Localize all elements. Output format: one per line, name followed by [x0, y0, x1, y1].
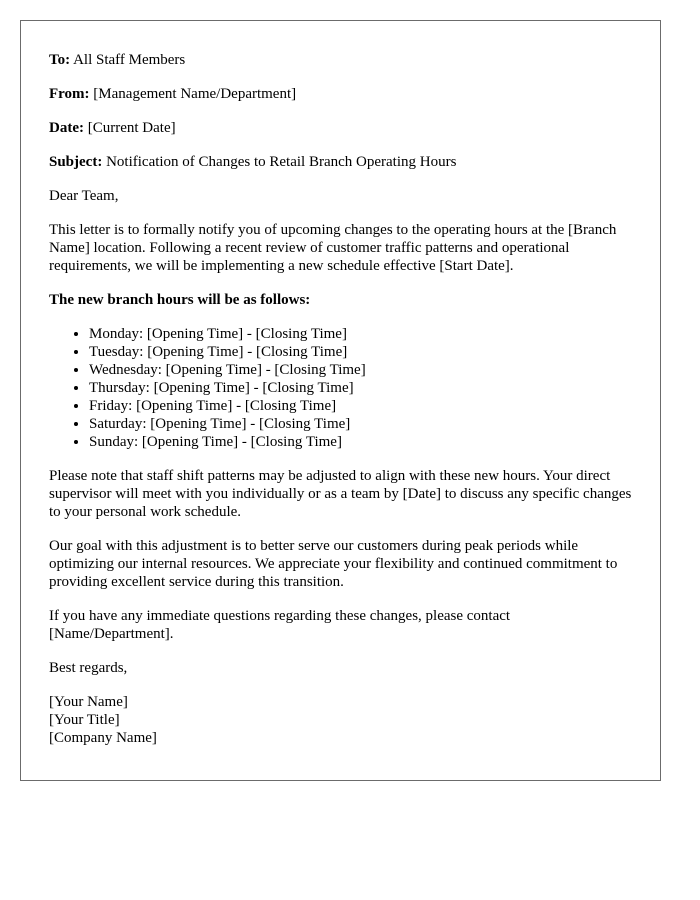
questions-paragraph: If you have any immediate questions regarding these changes, please contact [Name/Department].	[49, 608, 511, 642]
letter-page	[20, 20, 661, 781]
hours-item-monday: • Monday: [Opening Time] - [Closing Time]	[89, 325, 632, 343]
date-label: Date:	[49, 120, 84, 136]
subject-value: Notification of Changes to Retail Branch Operating Hours	[106, 154, 457, 170]
intro-paragraph: This letter is to formally notify you of upcoming changes to the operating hours at the [Branch Name] location. Following a recent review of customer traffic patterns and operational requirements, we will be implementing a new schedule effective [Start Date].	[49, 222, 617, 274]
signature-company: [Company Name]	[49, 730, 157, 746]
to-line	[49, 51, 632, 69]
from-value: [Management Name/Department]	[93, 86, 297, 102]
date-line	[49, 119, 632, 137]
hours-item-thursday: • Thursday: [Opening Time] - [Closing Time]	[89, 379, 632, 397]
from-label: From:	[49, 86, 90, 102]
date-value: [Current Date]	[87, 120, 176, 136]
signature-name: [Your Name]	[49, 694, 128, 710]
hours-item-wednesday: • Wednesday: [Opening Time] - [Closing Time]	[89, 361, 632, 379]
hours-list	[49, 325, 632, 451]
hours-item-friday: • Friday: [Opening Time] - [Closing Time]	[89, 397, 632, 415]
goal-paragraph: Our goal with this adjustment is to better serve our customers during peak periods while optimizing our internal resources. We appreciate your flexibility and continued commitment to providing excellent service during this transition.	[49, 538, 618, 590]
hours-heading: The new branch hours will be as follows:	[49, 292, 311, 308]
hours-item-saturday: • Saturday: [Opening Time] - [Closing Time]	[89, 415, 632, 433]
hours-item-sunday: • Sunday: [Opening Time] - [Closing Time]	[89, 433, 632, 451]
greeting: Dear Team,	[49, 188, 119, 204]
signature-block	[49, 693, 632, 747]
from-line	[49, 85, 632, 103]
signature-title: [Your Title]	[49, 712, 120, 728]
hours-item-tuesday: • Tuesday: [Opening Time] - [Closing Time]	[89, 343, 632, 361]
subject-label: Subject:	[49, 154, 103, 170]
shift-note-paragraph: Please note that staff shift patterns may be adjusted to align with these new hours. Your direct supervisor will meet with you individually or as a team by [Date] to discuss any specific changes to your personal work schedule.	[49, 468, 632, 520]
subject-line	[49, 153, 632, 171]
closing: Best regards,	[49, 660, 128, 676]
to-label: To:	[49, 52, 71, 68]
to-value: All Staff Members	[73, 52, 186, 68]
